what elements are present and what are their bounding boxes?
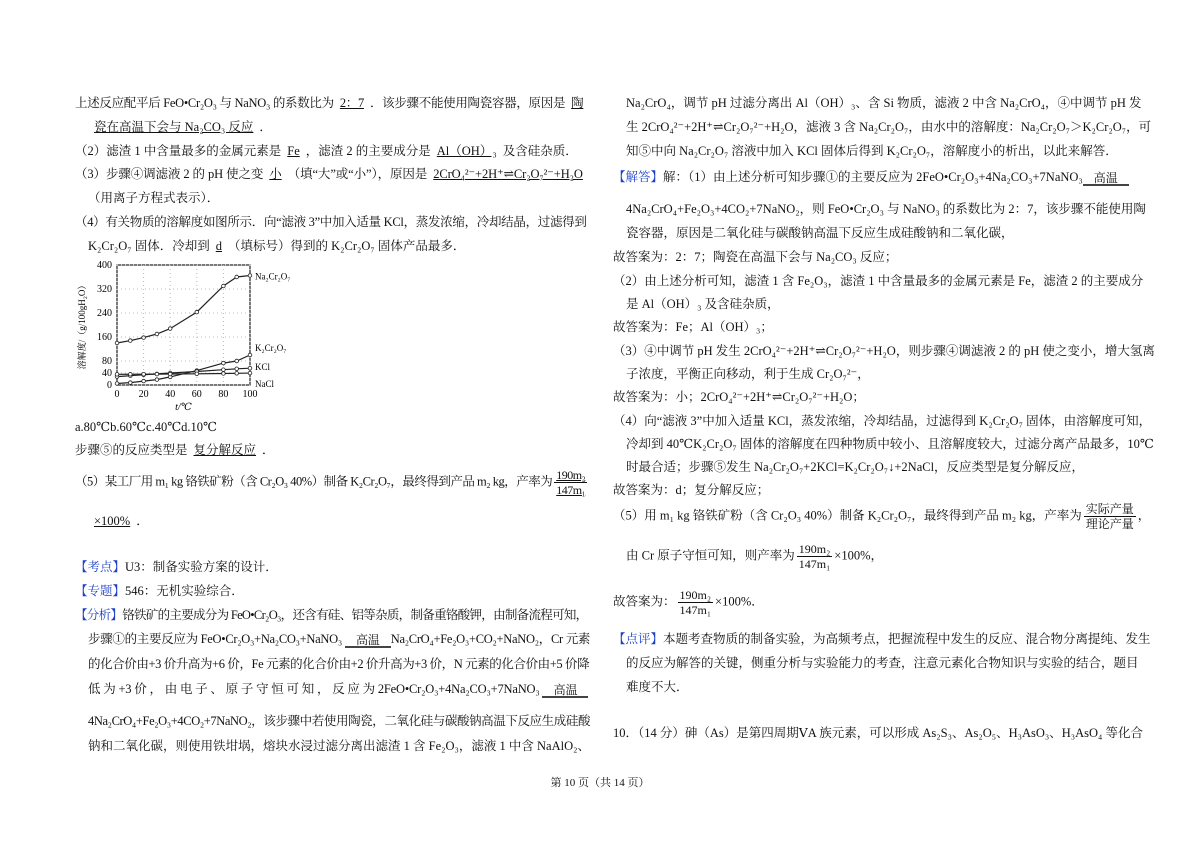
legend-label: K₂Cr₂O₇	[255, 343, 287, 353]
y-tick-label: 0	[107, 380, 112, 391]
answer-blank: 复分解反应	[193, 443, 257, 457]
y-tick-label: 160	[97, 332, 112, 343]
data-point	[222, 284, 226, 288]
x-tick-label: 100	[242, 389, 258, 400]
data-point	[222, 372, 226, 376]
fraction	[797, 542, 833, 571]
data-point	[129, 372, 133, 376]
data-point	[248, 274, 252, 278]
condition-label: 高温	[542, 684, 588, 698]
data-point	[155, 378, 159, 382]
text: 546：无机实验综合．	[125, 584, 244, 598]
text-line: （2）由上述分析可知，滤渣 1 含 Fe₂O₃，滤渣 1 中含量最多的金属元素是 Fe，滤渣 2 的主要成分	[613, 274, 1144, 288]
legend-label: Na₂Cr₂O₇	[255, 271, 291, 282]
data-point	[235, 359, 239, 363]
text-line	[88, 680, 588, 698]
fraction	[678, 588, 714, 617]
text: ×100%．	[715, 594, 764, 609]
denominator: 147m₁	[798, 557, 831, 571]
section-tag: 【考点】	[75, 560, 126, 574]
page-footer: 第 10 页（共 14 页）	[550, 777, 650, 789]
answer-blank: 瓷在高温下会与 Na₂CO₃ 反应	[94, 120, 254, 134]
data-point	[129, 381, 133, 385]
text: 步骤⑤的反应类型是	[75, 443, 188, 457]
data-point	[142, 336, 146, 340]
question-10: 10．（14 分）砷（As）是第四周期ⅤA 族元素，可以形成 As₂S₃、As₂O₅、H₃AsO₃、H₃AsO₄ 等化合	[613, 726, 1144, 740]
data-point	[142, 372, 146, 376]
text: （填标号）得到的 K₂Cr₂O₇ 固体产品最多．	[228, 239, 466, 253]
data-point	[115, 372, 119, 376]
y-tick-label: 400	[97, 260, 112, 271]
y-tick-label: 320	[97, 284, 112, 295]
text-line: 生 2CrO₄²⁻+2H⁺⇌Cr₂O₇²⁻+H₂O，滤液 3 含 Na₂Cr₂O₇，由水中的溶解度：Na₂Cr₂O₇＞K₂Cr₂O₇，可	[626, 120, 1152, 134]
text-line: 钠和二氧化碳，则使用铁坩埚，熔块水浸过滤分离出滤渣 1 含 Fe₂O₃，滤液 1 中含 NaAlO₂、	[88, 739, 590, 753]
data-point	[195, 372, 199, 376]
x-tick-label: 0	[114, 389, 120, 400]
data-point	[248, 366, 252, 370]
kaodian	[75, 558, 278, 576]
data-point	[168, 327, 172, 331]
text-line	[88, 237, 465, 255]
numerator: 实际产量	[1085, 502, 1134, 516]
text: ．	[262, 443, 275, 457]
x-tick-label: 40	[165, 389, 176, 400]
reaction-condition	[345, 634, 391, 648]
text: （3）步骤④调滤液 2 的 pH 使之变	[75, 167, 264, 181]
solubility-chart	[65, 255, 305, 415]
answer-blank: Fe	[287, 144, 300, 158]
question-3	[75, 165, 589, 183]
data-point	[248, 371, 252, 375]
y-tick-label: 240	[97, 308, 112, 319]
question-2	[75, 142, 578, 160]
text-line	[626, 542, 883, 571]
condition-label: 高温	[1083, 172, 1129, 186]
data-point	[235, 275, 239, 279]
text-line: （用离子方程式表示）．	[88, 191, 220, 205]
text-line: 知⑤中向 Na₂Cr₂O₇ 溶液中加入 KCl 固体后得到 K₂Cr₂O₇，溶解度小的析出，以此来解答．	[626, 144, 1118, 158]
y-tick-label: 40	[102, 368, 112, 379]
text-line	[613, 588, 764, 617]
text-line	[75, 441, 275, 459]
text: ．	[259, 120, 272, 134]
text-line: 冷却到 40℃K₂Cr₂O₇ 固体的溶解度在四种物质中较小、且溶解度较大，过滤分离产品最多，10℃	[626, 437, 1154, 451]
y-axis-label: 溶解度/（g/100gH₂O）	[77, 280, 87, 370]
answer-blank: ×100%	[94, 514, 131, 528]
answer-blank: 陶	[571, 96, 584, 110]
plot-frame	[117, 265, 250, 385]
data-point	[195, 310, 199, 314]
numerator: 190m₂	[679, 588, 712, 602]
text-line: 故答案为：Fe；Al（OH）₃；	[613, 320, 773, 334]
text: 由 Cr 原子守恒可知，则产率为	[626, 548, 795, 563]
answer-line-1	[75, 94, 589, 112]
text-line: 4Na₂CrO₄+Fe₂O₃+4CO₂+7NaNO₂，则 FeO•Cr₂O₃ 与 NaNO₃ 的系数比为 2：7，该步骤不能使用陶	[626, 202, 1146, 216]
text-line	[88, 630, 590, 648]
text-line: 瓷容器，原因是二氧化硅与碳酸钠高温下反应生成硅酸钠和二氧化碳，	[626, 226, 1014, 240]
question-4: （4）有关物质的溶解度如图所示．向“滤液 3”中加入适量 KCl，蒸发浓缩，冷却结晶，过滤得到	[75, 215, 587, 229]
fraction	[1084, 502, 1136, 531]
text: 及含硅杂质．	[502, 144, 578, 158]
x-tick-label: 20	[138, 389, 149, 400]
text: 本题考查物质的制备实验，为高频考点，把握流程中发生的反应、混合物分离提纯、发生	[663, 632, 1151, 646]
denominator: 理论产量	[1085, 517, 1134, 531]
text-line: 是 Al（OH）₃ 及含硅杂质，	[626, 297, 780, 311]
answer-blank: 2CrO₄²⁻+2H⁺⇌Cr₂O₇²⁻+H₂O	[433, 167, 583, 181]
text: Na₂CrO₄+Fe₂O₃+CO₂+NaNO₂，Cr 元素	[390, 632, 591, 646]
text-line: 子浓度，平衡正向移动，利于生成 Cr₂O₇²⁻，	[626, 367, 870, 381]
options: a.80℃b.60℃c.40℃d.10℃	[75, 420, 218, 434]
question-5	[75, 468, 589, 497]
numerator: 190m₂	[798, 542, 831, 556]
text: K₂Cr₂O₇ 固体．冷却到	[88, 239, 210, 253]
text-line: 的反应为解答的关键，侧重分析与实验能力的考查，注意元素化合物知识与实验的结合，题目	[626, 656, 1139, 670]
reaction-condition	[542, 684, 588, 698]
x-tick-label: 80	[218, 389, 229, 400]
text-line: （4）向“滤液 3”中加入适量 KCl，蒸发浓缩，冷却结晶，过滤得到 K₂Cr₂O₇ 固体，由溶解度可知，	[613, 414, 1152, 428]
text-line: 难度不大．	[626, 680, 689, 694]
answer-line-2	[88, 118, 272, 136]
dianping	[613, 630, 1151, 648]
data-point	[142, 379, 146, 383]
x-axis-label: t/℃	[175, 402, 192, 413]
data-point	[115, 382, 119, 386]
legend-label: KCl	[255, 362, 271, 373]
answer-blank: Al（OH）₃	[436, 144, 497, 158]
text: （5）用 m₁ kg 铬铁矿粉（含 Cr₂O₃ 40%）制备 K₂Cr₂O₇，最终得到产品 m₂ kg，产率为	[613, 508, 1082, 523]
text-line: 的化合价由+3 价升高为+6 价，Fe 元素的化合价由+2 价升高为+3 价，N 元素的化合价由+5 价降	[88, 657, 590, 671]
text: ×100%，	[834, 548, 884, 563]
section-tag: 【专题】	[75, 584, 126, 598]
numerator: 190m₂	[556, 468, 586, 482]
section-tag: 【解答】	[613, 170, 664, 184]
text-line: （3）④中调节 pH 发生 2CrO₄²⁻+2H⁺⇌Cr₂O₇²⁻+H₂O，则步骤④调滤液 2 的 pH 使之变小，增大氢离	[613, 344, 1155, 358]
section-tag: 【点评】	[613, 632, 664, 646]
data-point	[155, 332, 159, 336]
data-point	[222, 361, 226, 365]
text: 上述反应配平后 FeO•Cr₂O₃ 与 NaNO₃ 的系数比为	[75, 96, 334, 110]
text-line: 故答案为：小；2CrO₄²⁻+2H⁺⇌Cr₂O₇²⁻+H₂O；	[613, 390, 865, 404]
data-point	[115, 341, 119, 345]
text: 低 为 +3 价 ， 由 电 子 、 原 子 守 恒 可 知 ， 反 应 为 2FeO•Cr₂O₃+4Na₂CO₃+7NaNO₃	[88, 682, 543, 696]
text: 故答案为：	[613, 594, 676, 609]
answer-blank: d	[215, 239, 223, 253]
text: U3：制备实验方案的设计．	[125, 560, 278, 574]
text-line: 4Na₂CrO₄+Fe₂O₃+4CO₂+7NaNO₂，该步骤中若使用陶瓷，二氧化硅与碳酸钠高温下反应生成硅酸	[88, 714, 591, 728]
y-tick-label: 80	[102, 356, 112, 367]
text-line	[88, 512, 149, 530]
text: （2）滤渣 1 中含量最多的金属元素是	[75, 144, 282, 158]
answer-blank: 2：7	[339, 96, 364, 110]
data-point	[155, 372, 159, 376]
text-line: 时最合适；步骤⑤发生 Na₂Cr₂O₇+2KCl=K₂Cr₂O₇↓+2NaCl，反应类型是复分解反应，	[626, 460, 1085, 474]
data-point	[235, 367, 239, 371]
jieda	[613, 168, 1129, 186]
data-point	[248, 353, 252, 357]
text: 步骤①的主要反应为 FeO•Cr₂O₃+Na₂CO₃+NaNO₃	[88, 632, 345, 646]
text: （填“大”或“小”），原因是	[287, 167, 428, 181]
text-line: 故答案为：d；复分解反应；	[613, 483, 770, 497]
text: 铬铁矿的主要成分为 FeO•Cr₂O₃，还含有硅、铝等杂质，制备重铬酸钾，由制备流程可知，	[122, 608, 588, 622]
legend-label: NaCl	[255, 379, 274, 390]
text: ，	[1137, 508, 1151, 523]
text-line: Na₂CrO₄，调节 pH 过滤分离出 Al（OH）₃、含 Si 物质，滤液 2 中含 Na₂CrO₄，④中调节 pH 发	[626, 96, 1142, 110]
text: ．	[136, 514, 149, 528]
fraction	[554, 468, 587, 497]
data-point	[235, 372, 239, 376]
text-line: 故答案为：2：7；陶瓷在高温下会与 Na₂CO₃ 反应；	[613, 250, 898, 264]
text-line	[613, 502, 1150, 531]
text: （5）某工厂用 m₁ kg 铬铁矿粉（含 Cr₂O₃ 40%）制备 K₂Cr₂O₇，最终得到产品 m₂ kg，产率为	[75, 474, 553, 489]
answer-blank: 小	[269, 167, 282, 181]
section-tag: 【分析】	[75, 608, 123, 622]
condition-label: 高温	[345, 634, 391, 648]
data-point	[129, 339, 133, 343]
data-point	[222, 368, 226, 372]
fenxi	[75, 606, 587, 624]
zhuanti	[75, 582, 244, 600]
reaction-condition	[1083, 172, 1129, 186]
text: ，滤渣 2 的主要成分是	[305, 144, 431, 158]
data-point	[168, 372, 172, 376]
series-line-0	[117, 276, 250, 344]
x-tick-label: 60	[191, 389, 202, 400]
denominator: 147m₁	[679, 603, 712, 617]
series-line-2	[117, 368, 250, 376]
denominator: 147m₁	[556, 483, 586, 497]
text: 解：（1）由上述分析可知步骤①的主要反应为 2FeO•Cr₂O₃+4Na₂CO₃+7NaNO₃	[663, 170, 1083, 184]
text: ．该步骤不能使用陶瓷容器，原因是	[369, 96, 566, 110]
